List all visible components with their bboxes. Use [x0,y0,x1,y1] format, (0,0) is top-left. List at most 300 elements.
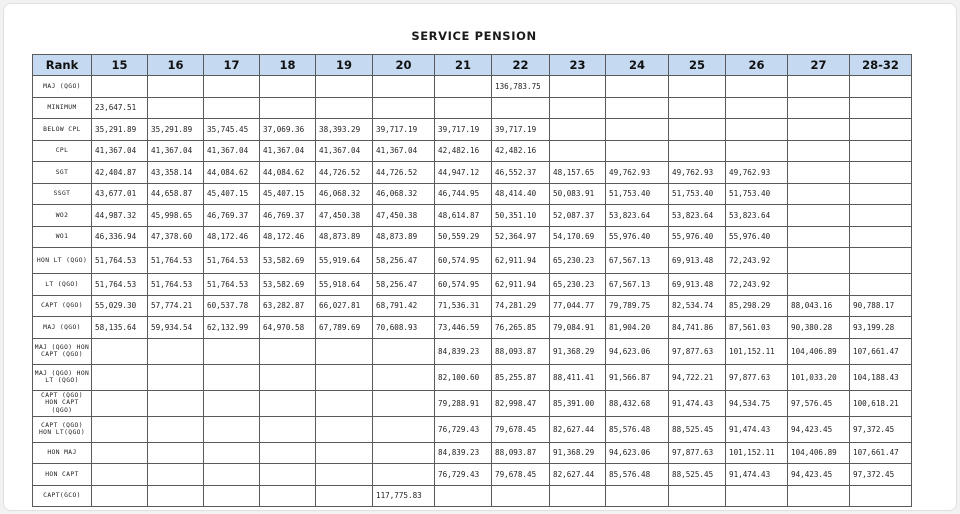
pension-value-cell [669,140,726,162]
pension-value-cell: 48,157.65 [550,162,606,184]
pension-value-cell: 39,717.19 [373,119,435,141]
pension-value-cell [669,76,726,98]
table-row [33,183,912,205]
pension-value-cell: 50,351.10 [492,205,550,227]
pension-value-cell: 51,764.53 [148,274,204,296]
pension-value-cell: 101,033.20 [788,364,850,390]
pension-value-cell: 58,256.47 [373,248,435,274]
pension-value-cell: 47,378.60 [148,226,204,248]
pension-value-cell: 44,084.62 [204,162,260,184]
rank-cell: CAPT (QGO) HON LT(QGO) [33,416,92,442]
table-row [33,205,912,227]
column-header-18: 18 [260,55,316,76]
pension-value-cell: 79,789.75 [606,295,669,317]
pension-value-cell: 44,947.12 [435,162,492,184]
pension-value-cell: 44,987.32 [92,205,148,227]
pension-value-cell [316,464,373,486]
pension-value-cell [726,140,788,162]
pension-value-cell: 39,717.19 [435,119,492,141]
pension-value-cell: 46,744.95 [435,183,492,205]
pension-value-cell [204,390,260,416]
pension-value-cell [92,464,148,486]
pension-value-cell [788,97,850,119]
pension-value-cell [92,442,148,464]
table-row [33,97,912,119]
pension-value-cell [204,416,260,442]
pension-value-cell [316,442,373,464]
table-row [33,248,912,274]
pension-value-cell: 69,913.48 [669,248,726,274]
rank-cell: CAPT (QGO) [33,295,92,317]
pension-value-cell: 51,764.53 [92,274,148,296]
pension-value-cell: 66,027.81 [316,295,373,317]
pension-value-cell [92,416,148,442]
rank-cell: SGT [33,162,92,184]
pension-value-cell: 51,764.53 [148,248,204,274]
pension-value-cell [435,97,492,119]
pension-value-cell: 82,627.44 [550,416,606,442]
column-header-16: 16 [148,55,204,76]
pension-value-cell: 52,364.97 [492,226,550,248]
pension-value-cell [373,442,435,464]
table-row [33,317,912,339]
table-row [33,274,912,296]
rank-cell: MAJ (QGO) HON LT (QGO) [33,364,92,390]
rank-cell: MAJ (QGO) [33,76,92,98]
pension-value-cell [373,390,435,416]
pension-value-cell [850,248,912,274]
pension-value-cell: 35,291.89 [92,119,148,141]
document-frame [3,3,957,511]
pension-value-cell: 37,069.36 [260,119,316,141]
pension-value-cell [260,416,316,442]
pension-value-cell: 51,753.40 [606,183,669,205]
table-row [33,140,912,162]
pension-value-cell [92,364,148,390]
pension-value-cell [260,97,316,119]
pension-value-cell [316,76,373,98]
table-row [33,364,912,390]
column-header-rank: Rank [33,55,92,76]
pension-value-cell: 91,368.29 [550,442,606,464]
pension-value-cell: 48,414.40 [492,183,550,205]
pension-value-cell: 88,525.45 [669,416,726,442]
pension-value-cell: 67,567.13 [606,248,669,274]
pension-value-cell [435,76,492,98]
pension-value-cell: 43,677.01 [92,183,148,205]
page-title: SERVICE PENSION [411,29,537,43]
pension-value-cell [373,97,435,119]
pension-value-cell: 60,574.95 [435,248,492,274]
pension-value-cell: 48,172.46 [204,226,260,248]
pension-value-cell [316,364,373,390]
rank-cell: CAPT (QGO) HON CAPT (QGO) [33,390,92,416]
pension-value-cell: 88,043.16 [788,295,850,317]
pension-value-cell: 57,774.21 [148,295,204,317]
pension-value-cell: 65,230.23 [550,274,606,296]
pension-value-cell [788,248,850,274]
pension-value-cell: 82,627.44 [550,464,606,486]
pension-value-cell: 94,423.45 [788,464,850,486]
pension-value-cell: 76,729.43 [435,464,492,486]
table-row [33,442,912,464]
pension-value-cell: 65,230.23 [550,248,606,274]
pension-value-cell: 84,839.23 [435,338,492,364]
pension-value-cell: 43,358.14 [148,162,204,184]
pension-value-cell: 62,911.94 [492,274,550,296]
pension-value-cell: 136,783.75 [492,76,550,98]
pension-value-cell: 104,406.89 [788,442,850,464]
pension-value-cell [373,464,435,486]
pension-value-cell [148,416,204,442]
pension-value-cell [316,485,373,507]
pension-value-cell: 44,726.52 [316,162,373,184]
rank-cell: LT (QGO) [33,274,92,296]
pension-value-cell: 41,367.04 [316,140,373,162]
pension-value-cell [260,338,316,364]
pension-value-cell: 58,256.47 [373,274,435,296]
table-row [33,338,912,364]
pension-value-cell: 88,093.87 [492,442,550,464]
pension-value-cell: 58,135.64 [92,317,148,339]
column-header-19: 19 [316,55,373,76]
pension-value-cell: 45,407.15 [260,183,316,205]
pension-value-cell: 85,298.29 [726,295,788,317]
pension-value-cell [373,338,435,364]
pension-value-cell: 91,474.43 [669,390,726,416]
rank-cell: MAJ (QGO) HON CAPT (QGO) [33,338,92,364]
pension-value-cell: 79,288.91 [435,390,492,416]
pension-value-cell [316,338,373,364]
pension-value-cell: 42,482.16 [492,140,550,162]
pension-value-cell [204,364,260,390]
column-header-20: 20 [373,55,435,76]
pension-value-cell [492,97,550,119]
pension-value-cell: 85,255.87 [492,364,550,390]
table-row [33,485,912,507]
pension-value-cell: 82,100.60 [435,364,492,390]
pension-value-cell: 97,576.45 [788,390,850,416]
pension-value-cell [788,183,850,205]
pension-value-cell: 54,170.69 [550,226,606,248]
pension-value-cell [148,76,204,98]
pension-value-cell: 60,537.78 [204,295,260,317]
pension-value-cell: 38,393.29 [316,119,373,141]
pension-value-cell [669,119,726,141]
pension-value-cell: 91,566.87 [606,364,669,390]
pension-value-cell: 53,582.69 [260,248,316,274]
pension-value-cell [788,205,850,227]
pension-value-cell: 48,172.46 [260,226,316,248]
pension-value-cell: 91,474.43 [726,416,788,442]
pension-value-cell: 73,446.59 [435,317,492,339]
rank-cell: HON MAJ [33,442,92,464]
pension-value-cell [204,97,260,119]
pension-value-cell: 62,911.94 [492,248,550,274]
pension-value-cell: 41,367.04 [373,140,435,162]
pension-value-cell: 71,536.31 [435,295,492,317]
pension-value-cell: 55,976.40 [669,226,726,248]
pension-value-cell: 94,623.06 [606,338,669,364]
pension-value-cell: 50,559.29 [435,226,492,248]
pension-value-cell: 46,769.37 [260,205,316,227]
pension-value-cell: 55,976.40 [726,226,788,248]
rank-cell: HON CAPT [33,464,92,486]
rank-cell: BELOW CPL [33,119,92,141]
pension-value-cell [850,183,912,205]
pension-value-cell: 68,791.42 [373,295,435,317]
pension-value-cell [148,464,204,486]
pension-value-cell: 76,729.43 [435,416,492,442]
column-header-28-32: 28-32 [850,55,912,76]
pension-value-cell [606,76,669,98]
pension-value-cell: 79,678.45 [492,416,550,442]
pension-value-cell: 97,372.45 [850,464,912,486]
pension-value-cell [148,442,204,464]
pension-value-cell: 104,188.43 [850,364,912,390]
pension-value-cell: 97,877.63 [726,364,788,390]
column-header-23: 23 [550,55,606,76]
pension-value-cell [148,338,204,364]
pension-value-cell: 42,404.87 [92,162,148,184]
pension-value-cell: 117,775.83 [373,485,435,507]
pension-value-cell: 39,717.19 [492,119,550,141]
pension-value-cell [204,485,260,507]
pension-value-cell: 90,788.17 [850,295,912,317]
pension-value-cell: 84,741.86 [669,317,726,339]
pension-value-cell: 88,093.87 [492,338,550,364]
table-row [33,162,912,184]
pension-value-cell: 97,877.63 [669,442,726,464]
pension-value-cell: 94,423.45 [788,416,850,442]
pension-value-cell: 94,623.06 [606,442,669,464]
pension-value-cell: 45,407.15 [204,183,260,205]
pension-value-cell [260,485,316,507]
pension-value-cell: 63,282.87 [260,295,316,317]
pension-value-cell: 41,367.04 [260,140,316,162]
pension-value-cell [204,76,260,98]
pension-value-cell [148,364,204,390]
table-row [33,76,912,98]
pension-value-cell [492,485,550,507]
pension-value-cell [788,119,850,141]
pension-value-cell [373,364,435,390]
pension-value-cell: 79,678.45 [492,464,550,486]
pension-value-cell: 88,411.41 [550,364,606,390]
pension-value-cell: 52,087.37 [550,205,606,227]
pension-value-cell: 48,614.87 [435,205,492,227]
pension-value-cell: 87,561.03 [726,317,788,339]
pension-value-cell [148,97,204,119]
rank-cell: WO1 [33,226,92,248]
pension-value-cell [316,97,373,119]
pension-value-cell: 91,368.29 [550,338,606,364]
pension-value-cell [435,485,492,507]
column-header-27: 27 [788,55,850,76]
pension-value-cell: 107,661.47 [850,442,912,464]
pension-value-cell [606,485,669,507]
column-header-17: 17 [204,55,260,76]
pension-value-cell: 46,336.94 [92,226,148,248]
pension-value-cell: 97,372.45 [850,416,912,442]
pension-value-cell: 59,934.54 [148,317,204,339]
pension-value-cell: 41,367.04 [92,140,148,162]
pension-value-cell [204,442,260,464]
pension-value-cell: 49,762.93 [669,162,726,184]
pension-value-cell: 49,762.93 [726,162,788,184]
pension-value-cell: 53,823.64 [606,205,669,227]
pension-value-cell: 67,789.69 [316,317,373,339]
pension-value-cell: 81,904.20 [606,317,669,339]
pension-value-cell [316,390,373,416]
pension-value-cell [550,485,606,507]
pension-value-cell: 70,608.93 [373,317,435,339]
column-header-24: 24 [606,55,669,76]
pension-value-cell [204,338,260,364]
pension-value-cell [788,226,850,248]
pension-value-cell: 82,534.74 [669,295,726,317]
pension-value-cell [726,119,788,141]
pension-value-cell: 23,647.51 [92,97,148,119]
pension-value-cell: 47,450.38 [316,205,373,227]
pension-value-cell: 79,084.91 [550,317,606,339]
pension-value-cell [260,464,316,486]
pension-value-cell [148,390,204,416]
rank-cell: CPL [33,140,92,162]
pension-value-cell: 107,661.47 [850,338,912,364]
pension-value-cell: 93,199.28 [850,317,912,339]
pension-value-cell: 74,281.29 [492,295,550,317]
pension-value-cell [260,442,316,464]
pension-value-cell: 41,367.04 [204,140,260,162]
pension-value-cell: 55,919.64 [316,248,373,274]
pension-value-cell: 101,152.11 [726,338,788,364]
pension-value-cell: 51,764.53 [204,274,260,296]
pension-value-cell [606,140,669,162]
pension-value-cell: 46,068.32 [373,183,435,205]
pension-value-cell [726,76,788,98]
pension-value-cell: 104,406.89 [788,338,850,364]
pension-value-cell: 46,068.32 [316,183,373,205]
pension-value-cell [92,390,148,416]
pension-value-cell: 49,762.93 [606,162,669,184]
pension-value-cell: 84,839.23 [435,442,492,464]
table-row [33,464,912,486]
pension-value-cell [606,97,669,119]
service-pension-table [32,54,912,507]
pension-value-cell [148,485,204,507]
pension-value-cell [260,76,316,98]
pension-value-cell: 76,265.85 [492,317,550,339]
pension-value-cell: 94,534.75 [726,390,788,416]
table-row [33,119,912,141]
pension-value-cell [550,76,606,98]
pension-value-cell [550,119,606,141]
pension-value-cell [373,76,435,98]
table-row [33,390,912,416]
pension-value-cell: 35,291.89 [148,119,204,141]
pension-value-cell [550,97,606,119]
pension-value-cell: 48,873.89 [373,226,435,248]
pension-value-cell [850,119,912,141]
pension-value-cell: 88,525.45 [669,464,726,486]
rank-cell: MAJ (QGO) [33,317,92,339]
pension-value-cell: 53,823.64 [726,205,788,227]
pension-value-cell: 72,243.92 [726,248,788,274]
pension-value-cell [788,76,850,98]
pension-value-cell: 55,918.64 [316,274,373,296]
pension-value-cell: 46,552.37 [492,162,550,184]
table-row [33,416,912,442]
rank-cell: SSGT [33,183,92,205]
pension-value-cell: 88,432.68 [606,390,669,416]
pension-value-cell [316,416,373,442]
pension-value-cell: 53,582.69 [260,274,316,296]
header-row [33,55,912,76]
pension-value-cell: 46,769.37 [204,205,260,227]
pension-value-cell [669,97,726,119]
rank-cell: HON LT (QGO) [33,248,92,274]
pension-value-cell [788,274,850,296]
pension-value-cell: 45,998.65 [148,205,204,227]
pension-value-cell [788,485,850,507]
pension-value-cell: 50,083.91 [550,183,606,205]
pension-value-cell: 69,913.48 [669,274,726,296]
pension-value-cell [850,274,912,296]
pension-value-cell: 64,970.58 [260,317,316,339]
pension-value-cell: 100,618.21 [850,390,912,416]
column-header-15: 15 [92,55,148,76]
pension-value-cell [726,485,788,507]
pension-value-cell: 90,380.28 [788,317,850,339]
rank-cell: CAPT(GCO) [33,485,92,507]
pension-value-cell: 101,152.11 [726,442,788,464]
column-header-22: 22 [492,55,550,76]
pension-value-cell: 77,044.77 [550,295,606,317]
pension-value-cell [373,416,435,442]
pension-value-cell: 44,084.62 [260,162,316,184]
pension-value-cell: 60,574.95 [435,274,492,296]
pension-value-cell [850,140,912,162]
pension-value-cell: 35,745.45 [204,119,260,141]
pension-value-cell: 51,764.53 [204,248,260,274]
pension-value-cell [850,76,912,98]
pension-value-cell: 41,367.04 [148,140,204,162]
pension-value-cell [260,364,316,390]
pension-value-cell: 55,976.40 [606,226,669,248]
pension-value-cell: 67,567.13 [606,274,669,296]
pension-value-cell: 51,764.53 [92,248,148,274]
pension-value-cell [788,140,850,162]
pension-value-cell: 85,576.48 [606,464,669,486]
pension-value-cell [850,485,912,507]
pension-value-cell: 53,823.64 [669,205,726,227]
pension-value-cell: 51,753.40 [669,183,726,205]
pension-value-cell [550,140,606,162]
pension-value-cell [92,485,148,507]
pension-value-cell [850,97,912,119]
rank-cell: MINIMUM [33,97,92,119]
pension-value-cell [788,162,850,184]
column-header-21: 21 [435,55,492,76]
pension-value-cell [850,226,912,248]
table-row [33,295,912,317]
pension-value-cell: 47,450.38 [373,205,435,227]
pension-value-cell: 94,722.21 [669,364,726,390]
pension-value-cell: 82,998.47 [492,390,550,416]
pension-value-cell [260,390,316,416]
pension-value-cell: 44,726.52 [373,162,435,184]
